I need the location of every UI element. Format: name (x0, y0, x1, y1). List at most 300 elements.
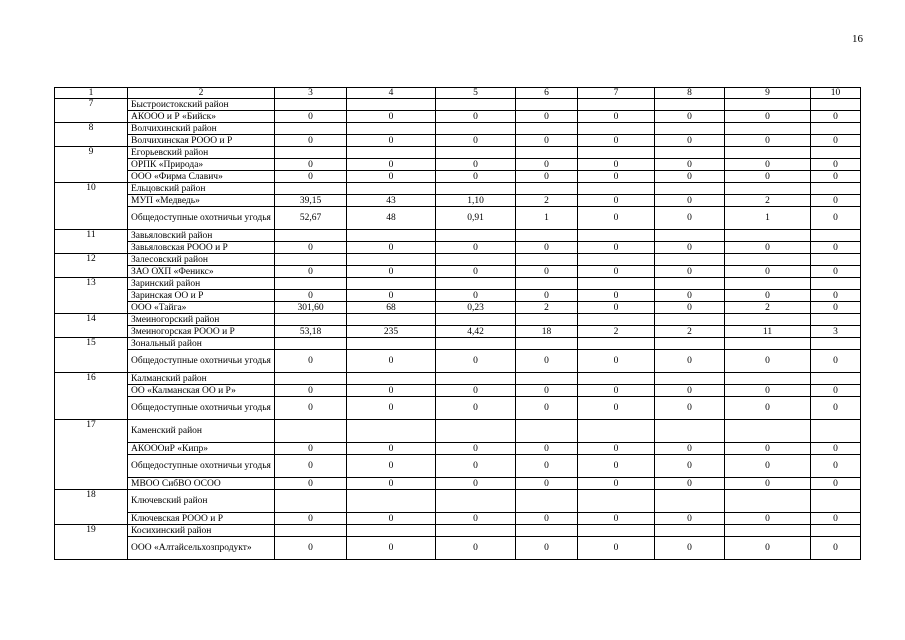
empty-cell (347, 278, 436, 290)
value-cell: 0 (516, 443, 578, 455)
district-name: Косихинский район (128, 525, 275, 537)
empty-cell (811, 338, 861, 350)
empty-cell (436, 338, 516, 350)
value-cell: 0 (578, 111, 655, 123)
table-row (55, 513, 861, 525)
value-cell: 0 (275, 397, 347, 420)
row-number: 7 (55, 99, 128, 123)
value-cell: 0 (655, 443, 725, 455)
value-cell: 0 (811, 159, 861, 171)
empty-cell (275, 314, 347, 326)
empty-cell (347, 373, 436, 385)
district-name: Залесовский район (128, 254, 275, 266)
value-cell: 0 (578, 537, 655, 560)
district-row (55, 183, 861, 195)
value-cell: 0 (275, 290, 347, 302)
row-number: 16 (55, 373, 128, 420)
value-cell: 0 (578, 385, 655, 397)
header-cell: 4 (347, 88, 436, 99)
empty-cell (725, 230, 811, 242)
data-table (54, 87, 861, 560)
value-cell: 0 (725, 397, 811, 420)
value-cell: 0 (655, 537, 725, 560)
value-cell: 0 (347, 111, 436, 123)
value-cell: 0 (516, 455, 578, 478)
value-cell: 0 (811, 171, 861, 183)
empty-cell (725, 99, 811, 111)
empty-cell (655, 99, 725, 111)
value-cell: 0 (655, 171, 725, 183)
value-cell: 0 (436, 350, 516, 373)
value-cell: 18 (516, 326, 578, 338)
table-row (55, 266, 861, 278)
empty-cell (436, 147, 516, 159)
empty-cell (725, 490, 811, 513)
value-cell: 0 (436, 159, 516, 171)
value-cell: 0 (578, 266, 655, 278)
value-cell: 2 (725, 302, 811, 314)
value-cell: 2 (516, 302, 578, 314)
empty-cell (347, 338, 436, 350)
value-cell: 0 (516, 171, 578, 183)
empty-cell (811, 99, 861, 111)
empty-cell (516, 230, 578, 242)
empty-cell (516, 147, 578, 159)
value-cell: 2 (655, 326, 725, 338)
empty-cell (655, 254, 725, 266)
organization-name: ЗАО ОХП «Феникс» (128, 266, 275, 278)
empty-cell (275, 254, 347, 266)
value-cell: 0 (811, 513, 861, 525)
value-cell: 0 (436, 111, 516, 123)
organization-name: ОРПК «Природа» (128, 159, 275, 171)
organization-name: ООО «Фирма Славич» (128, 171, 275, 183)
value-cell: 0 (655, 290, 725, 302)
empty-cell (436, 278, 516, 290)
empty-cell (725, 278, 811, 290)
empty-cell (811, 183, 861, 195)
district-name: Зональный район (128, 338, 275, 350)
value-cell: 0 (436, 135, 516, 147)
organization-name: Общедоступные охотничьи угодья (128, 350, 275, 373)
value-cell: 0 (578, 290, 655, 302)
empty-cell (578, 373, 655, 385)
empty-cell (655, 420, 725, 443)
organization-name: Заринская ОО и Р (128, 290, 275, 302)
empty-cell (516, 99, 578, 111)
empty-cell (811, 278, 861, 290)
empty-cell (347, 490, 436, 513)
value-cell: 0 (811, 302, 861, 314)
empty-cell (578, 278, 655, 290)
value-cell: 0 (725, 171, 811, 183)
value-cell: 0 (436, 443, 516, 455)
value-cell: 0 (725, 443, 811, 455)
organization-name: Змеиногорская РООО и Р (128, 326, 275, 338)
value-cell: 0 (578, 513, 655, 525)
empty-cell (655, 123, 725, 135)
empty-cell (578, 123, 655, 135)
district-row (55, 99, 861, 111)
empty-cell (347, 314, 436, 326)
empty-cell (655, 230, 725, 242)
table-row (55, 135, 861, 147)
value-cell: 0 (578, 443, 655, 455)
district-name: Калманский район (128, 373, 275, 385)
value-cell: 48 (347, 207, 436, 230)
value-cell: 0 (516, 350, 578, 373)
empty-cell (275, 147, 347, 159)
value-cell: 0 (275, 350, 347, 373)
value-cell: 0,23 (436, 302, 516, 314)
value-cell: 0 (516, 478, 578, 490)
value-cell: 0 (436, 513, 516, 525)
value-cell: 0 (725, 290, 811, 302)
value-cell: 0 (275, 385, 347, 397)
empty-cell (725, 420, 811, 443)
empty-cell (811, 123, 861, 135)
empty-cell (275, 278, 347, 290)
empty-cell (516, 123, 578, 135)
empty-cell (275, 525, 347, 537)
value-cell: 3 (811, 326, 861, 338)
row-number: 19 (55, 525, 128, 560)
value-cell: 0 (347, 171, 436, 183)
empty-cell (436, 230, 516, 242)
empty-cell (516, 254, 578, 266)
organization-name: Завьяловская РООО и Р (128, 242, 275, 254)
value-cell: 0 (347, 385, 436, 397)
value-cell: 0 (275, 513, 347, 525)
value-cell: 0 (516, 242, 578, 254)
value-cell: 0 (655, 455, 725, 478)
district-row (55, 338, 861, 350)
value-cell: 0 (811, 111, 861, 123)
district-row (55, 525, 861, 537)
value-cell: 0 (275, 443, 347, 455)
empty-cell (811, 490, 861, 513)
row-number: 8 (55, 123, 128, 147)
empty-cell (725, 254, 811, 266)
value-cell: 11 (725, 326, 811, 338)
value-cell: 0 (516, 385, 578, 397)
header-row (55, 88, 861, 99)
value-cell: 0 (655, 397, 725, 420)
table-row (55, 195, 861, 207)
value-cell: 0 (811, 443, 861, 455)
value-cell: 0 (655, 385, 725, 397)
district-name: Завьяловский район (128, 230, 275, 242)
value-cell: 0 (725, 266, 811, 278)
district-row (55, 373, 861, 385)
empty-cell (725, 183, 811, 195)
value-cell: 0 (811, 397, 861, 420)
value-cell: 0 (811, 195, 861, 207)
header-cell: 3 (275, 88, 347, 99)
empty-cell (275, 338, 347, 350)
empty-cell (347, 123, 436, 135)
value-cell: 0 (275, 111, 347, 123)
empty-cell (655, 338, 725, 350)
empty-cell (811, 373, 861, 385)
empty-cell (347, 183, 436, 195)
value-cell: 0 (725, 513, 811, 525)
value-cell: 0 (655, 242, 725, 254)
header-cell: 6 (516, 88, 578, 99)
empty-cell (725, 373, 811, 385)
organization-name: Общедоступные охотничьи угодья (128, 455, 275, 478)
empty-cell (578, 254, 655, 266)
empty-cell (347, 99, 436, 111)
district-row (55, 147, 861, 159)
value-cell: 301,60 (275, 302, 347, 314)
empty-cell (275, 490, 347, 513)
table-row (55, 111, 861, 123)
value-cell: 0 (578, 397, 655, 420)
value-cell: 0 (347, 266, 436, 278)
empty-cell (811, 230, 861, 242)
value-cell: 0 (578, 478, 655, 490)
empty-cell (655, 373, 725, 385)
empty-cell (811, 314, 861, 326)
empty-cell (275, 420, 347, 443)
header-cell: 5 (436, 88, 516, 99)
empty-cell (516, 420, 578, 443)
value-cell: 0 (347, 135, 436, 147)
empty-cell (725, 314, 811, 326)
empty-cell (347, 525, 436, 537)
value-cell: 0 (578, 195, 655, 207)
empty-cell (436, 254, 516, 266)
header-cell: 2 (128, 88, 275, 99)
value-cell: 0 (655, 302, 725, 314)
value-cell: 0 (516, 513, 578, 525)
district-row (55, 278, 861, 290)
value-cell: 0 (347, 537, 436, 560)
organization-name: Ключевская РООО и Р (128, 513, 275, 525)
header-cell: 1 (55, 88, 128, 99)
empty-cell (275, 123, 347, 135)
value-cell: 0 (811, 478, 861, 490)
value-cell: 0 (811, 350, 861, 373)
value-cell: 0 (655, 513, 725, 525)
organization-name: ООО «Алтайсельхозпродукт» (128, 537, 275, 560)
row-number: 13 (55, 278, 128, 314)
empty-cell (578, 183, 655, 195)
empty-cell (655, 314, 725, 326)
empty-cell (578, 338, 655, 350)
empty-cell (578, 420, 655, 443)
value-cell: 0 (275, 266, 347, 278)
value-cell: 0 (811, 207, 861, 230)
value-cell: 0 (725, 537, 811, 560)
value-cell: 0 (436, 478, 516, 490)
empty-cell (578, 525, 655, 537)
table-row (55, 302, 861, 314)
empty-cell (655, 278, 725, 290)
value-cell: 0 (578, 207, 655, 230)
empty-cell (275, 183, 347, 195)
row-number: 17 (55, 420, 128, 490)
value-cell: 0 (516, 111, 578, 123)
value-cell: 0 (811, 455, 861, 478)
table-row (55, 385, 861, 397)
value-cell: 0 (811, 135, 861, 147)
value-cell: 235 (347, 326, 436, 338)
value-cell: 53,18 (275, 326, 347, 338)
district-name: Каменский район (128, 420, 275, 443)
district-row (55, 490, 861, 513)
empty-cell (725, 123, 811, 135)
empty-cell (275, 99, 347, 111)
value-cell: 0 (578, 159, 655, 171)
empty-cell (347, 230, 436, 242)
value-cell: 68 (347, 302, 436, 314)
row-number: 11 (55, 230, 128, 254)
row-number: 9 (55, 147, 128, 183)
value-cell: 0 (347, 513, 436, 525)
empty-cell (655, 490, 725, 513)
value-cell: 0 (578, 135, 655, 147)
empty-cell (655, 525, 725, 537)
organization-name: МВОО СибВО ОСОО (128, 478, 275, 490)
value-cell: 2 (725, 195, 811, 207)
empty-cell (516, 338, 578, 350)
empty-cell (347, 147, 436, 159)
value-cell: 0 (436, 242, 516, 254)
value-cell: 0 (811, 537, 861, 560)
value-cell: 0 (655, 111, 725, 123)
empty-cell (516, 525, 578, 537)
value-cell: 0 (655, 207, 725, 230)
table-row (55, 242, 861, 254)
district-row (55, 254, 861, 266)
empty-cell (578, 147, 655, 159)
value-cell: 0 (347, 290, 436, 302)
district-name: Ключевский район (128, 490, 275, 513)
value-cell: 0 (725, 242, 811, 254)
value-cell: 4,42 (436, 326, 516, 338)
organization-name: АКООО и Р «Бийск» (128, 111, 275, 123)
empty-cell (725, 147, 811, 159)
table-row (55, 159, 861, 171)
value-cell: 0 (578, 455, 655, 478)
value-cell: 0 (347, 397, 436, 420)
table-row (55, 455, 861, 478)
value-cell: 0 (516, 266, 578, 278)
empty-cell (725, 525, 811, 537)
organization-name: ОО «Калманская ОО и Р» (128, 385, 275, 397)
table-row (55, 478, 861, 490)
value-cell: 0 (725, 135, 811, 147)
empty-cell (347, 254, 436, 266)
table-row (55, 350, 861, 373)
value-cell: 0 (811, 385, 861, 397)
value-cell: 0 (655, 478, 725, 490)
district-name: Ельцовский район (128, 183, 275, 195)
value-cell: 0 (725, 111, 811, 123)
value-cell: 0 (655, 266, 725, 278)
value-cell: 0 (725, 159, 811, 171)
value-cell: 0 (578, 302, 655, 314)
value-cell: 1 (725, 207, 811, 230)
table-row (55, 397, 861, 420)
value-cell: 0 (275, 135, 347, 147)
value-cell: 43 (347, 195, 436, 207)
value-cell: 0 (347, 350, 436, 373)
empty-cell (275, 230, 347, 242)
row-number: 14 (55, 314, 128, 338)
value-cell: 0 (655, 350, 725, 373)
organization-name: Общедоступные охотничьи угодья (128, 397, 275, 420)
organization-name: Волчихинская РООО и Р (128, 135, 275, 147)
district-row (55, 420, 861, 443)
header-cell: 8 (655, 88, 725, 99)
value-cell: 0 (275, 455, 347, 478)
value-cell: 0 (436, 455, 516, 478)
district-row (55, 314, 861, 326)
empty-cell (436, 123, 516, 135)
value-cell: 0 (516, 397, 578, 420)
organization-name: МУП «Медведь» (128, 195, 275, 207)
value-cell: 0 (725, 385, 811, 397)
district-name: Быстроистокский район (128, 99, 275, 111)
empty-cell (436, 420, 516, 443)
value-cell: 2 (578, 326, 655, 338)
value-cell: 0 (516, 159, 578, 171)
value-cell: 0 (578, 171, 655, 183)
empty-cell (811, 420, 861, 443)
value-cell: 0 (436, 537, 516, 560)
empty-cell (436, 525, 516, 537)
value-cell: 0 (275, 537, 347, 560)
value-cell: 0 (347, 478, 436, 490)
district-name: Змеиногорский район (128, 314, 275, 326)
value-cell: 0 (516, 135, 578, 147)
value-cell: 0 (516, 290, 578, 302)
row-number: 12 (55, 254, 128, 278)
value-cell: 0 (436, 397, 516, 420)
table-row (55, 290, 861, 302)
empty-cell (275, 373, 347, 385)
empty-cell (811, 525, 861, 537)
value-cell: 1 (516, 207, 578, 230)
empty-cell (516, 373, 578, 385)
district-row (55, 230, 861, 242)
value-cell: 2 (516, 195, 578, 207)
empty-cell (578, 99, 655, 111)
table-row (55, 537, 861, 560)
value-cell: 0 (811, 242, 861, 254)
value-cell: 0 (275, 171, 347, 183)
value-cell: 0 (275, 242, 347, 254)
value-cell: 0 (347, 443, 436, 455)
value-cell: 0 (347, 159, 436, 171)
value-cell: 0 (725, 478, 811, 490)
value-cell: 0 (436, 385, 516, 397)
district-name: Заринский район (128, 278, 275, 290)
empty-cell (436, 490, 516, 513)
value-cell: 0 (436, 290, 516, 302)
value-cell: 0 (347, 242, 436, 254)
empty-cell (578, 490, 655, 513)
empty-cell (811, 147, 861, 159)
organization-name: АКОООиР «Кипр» (128, 443, 275, 455)
value-cell: 0 (725, 455, 811, 478)
empty-cell (516, 278, 578, 290)
empty-cell (516, 183, 578, 195)
table-row (55, 171, 861, 183)
